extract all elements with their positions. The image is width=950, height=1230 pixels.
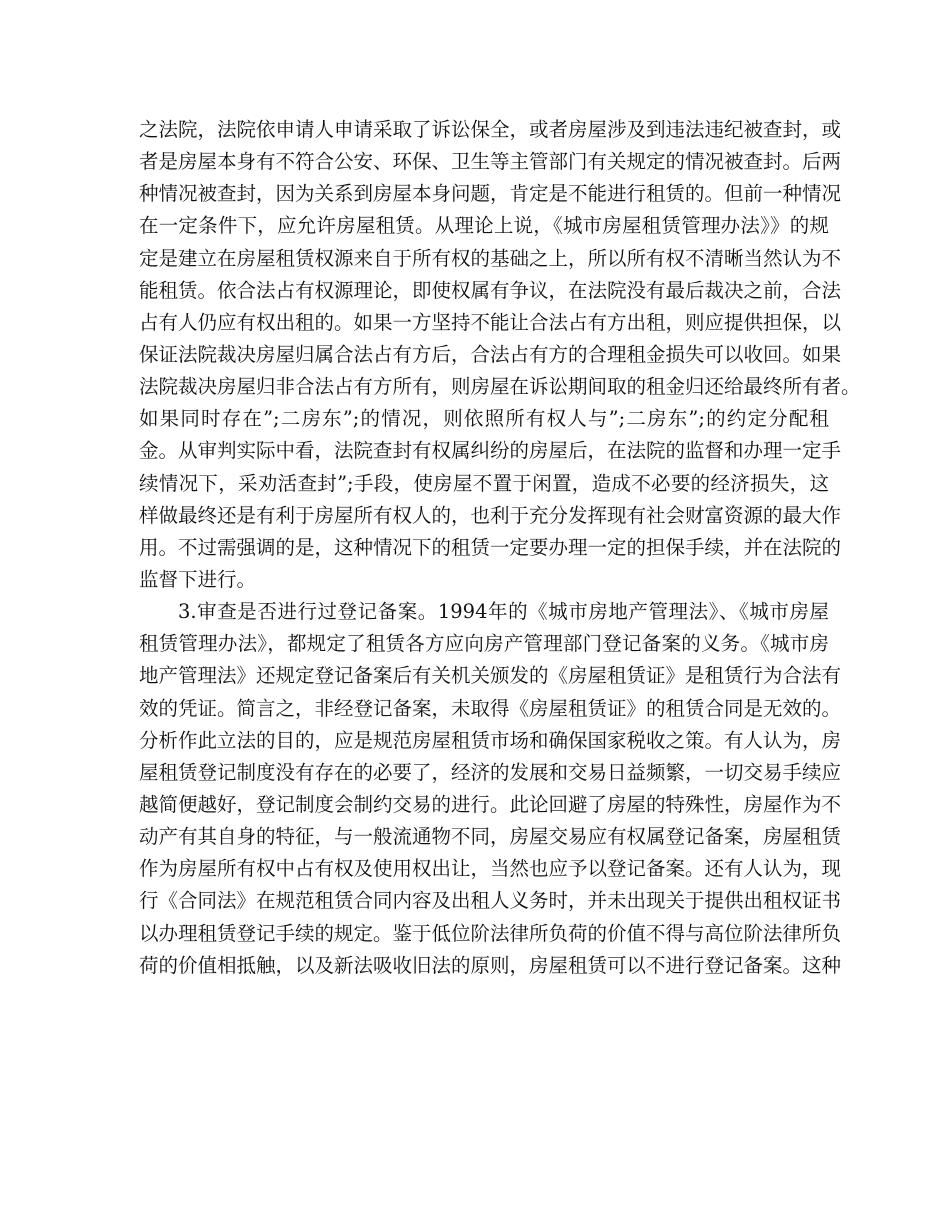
body-text <box>139 114 861 982</box>
text-line: 定是建立在房屋租赁权源来自于所有权的基础之上，所以所有权不清晰当然认为不 <box>139 246 842 270</box>
text-line: 者是房屋本身有不符合公安、环保、卫生等主管部门有关规定的情况被查封。后两 <box>139 150 842 174</box>
text-line: 占有人仍应有权出租的。如果一方坚持不能让合法占有方出租，则应提供担保，以 <box>139 310 842 334</box>
text-line: 样做最终还是有利于房屋所有权人的，也利于充分发挥现有社会财富资源的最大作 <box>139 503 842 527</box>
text-line: 金。从审判实际中看，法院查封有权属纠纷的房屋后，在法院的监督和办理一定手 <box>139 439 842 463</box>
text-line: 监督下进行。 <box>139 567 257 591</box>
text-line: 能租赁。依合法占有权源理论，即使权属有争议，在法院没有最后裁决之前，合法 <box>139 278 842 302</box>
text-line: 分析作此立法的目的，应是规范房屋租赁市场和确保国家税收之策。有人认为，房 <box>139 728 842 752</box>
text-line: 越简便越好，登记制度会制约交易的进行。此论回避了房屋的特殊性，房屋作为不 <box>139 792 842 816</box>
text-line: 用。不过需强调的是，这种情况下的租赁一定要办理一定的担保手续，并在法院的 <box>139 535 842 559</box>
text-line: 荷的价值相抵触，以及新法吸收旧法的原则，房屋租赁可以不进行登记备案。这种 <box>139 953 842 977</box>
text-line: 种情况被查封，因为关系到房屋本身问题，肯定是不能进行租赁的。但前一种情况 <box>139 182 842 206</box>
text-line: 屋租赁登记制度没有存在的必要了，经济的发展和交易日益频繁，一切交易手续应 <box>139 760 842 784</box>
text-line: 行《合同法》在规范租赁合同内容及出租人义务时，并未出现关于提供出租权证书 <box>139 889 842 913</box>
text-line: 如果同时存在”;二房东”;的情况，则依照所有权人与”;二房东”;的约定分配租 <box>139 407 829 431</box>
text-line: 效的凭证。简言之，非经登记备案，未取得《房屋租赁证》的租赁合同是无效的。 <box>139 696 842 720</box>
section-heading-line: 3.审查是否进行过登记备案。1994年的《城市房地产管理法》、《城市房屋 <box>178 600 829 624</box>
text-line: 动产有其自身的特征，与一般流通物不同，房屋交易应有权属登记备案，房屋租赁 <box>139 825 842 849</box>
text-line: 保证法院裁决房屋归属合法占有方后，合法占有方的合理租金损失可以收回。如果 <box>139 342 842 366</box>
text-line: 续情况下，采劝活查封”;手段，使房屋不置于闲置，造成不必要的经济损失，这 <box>139 471 829 495</box>
text-line: 租赁管理办法》，都规定了租赁各方应向房产管理部门登记备案的义务。《城市房 <box>139 632 829 656</box>
text-line: 地产管理法》还规定登记备案后有关机关颁发的《房屋租赁证》是租赁行为合法有 <box>139 664 842 688</box>
text-line: 以办理租赁登记手续的规定。鉴于低位阶法律所负荷的价值不得与高位阶法律所负 <box>139 921 842 945</box>
text-line: 法院裁决房屋归非合法占有方所有，则房屋在诉讼期间取的租金归还给最终所有者。 <box>139 375 861 399</box>
text-line: 在一定条件下，应允许房屋租赁。从理论上说，《城市房屋租赁管理办法》》的规 <box>139 214 829 238</box>
text-line: 作为房屋所有权中占有权及使用权出让，当然也应予以登记备案。还有人认为，现 <box>139 857 842 881</box>
text-line: 之法院，法院依申请人申请采取了诉讼保全，或者房屋涉及到违法违纪被查封，或 <box>139 118 842 141</box>
